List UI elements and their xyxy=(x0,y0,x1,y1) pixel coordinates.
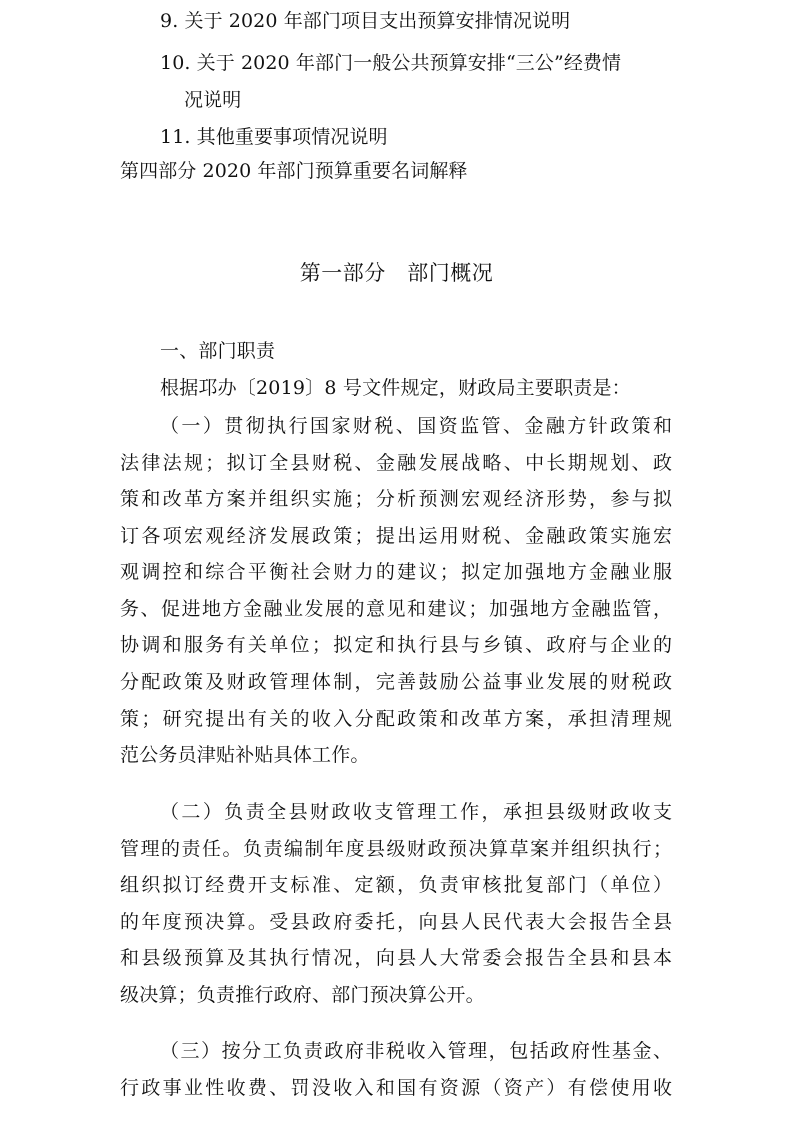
toc-item-9[interactable]: 9. 关于 2020 年部门项目支出预算安排情况说明 xyxy=(160,10,571,32)
duty-1-line: （一）贯彻执行国家财税、国资监管、金融方针政策和 xyxy=(160,415,672,437)
duty-1-line: 务、促进地方金融业发展的意见和建议；加强地方金融监管， xyxy=(120,598,672,620)
duty-2-line: 的年度预决算。受县政府委托，向县人民代表大会报告全县 xyxy=(120,911,672,933)
duties-intro: 根据邛办〔2019〕8 号文件规定，财政局主要职责是： xyxy=(160,377,631,399)
section-1-title: 一、部门职责 xyxy=(160,340,276,362)
duty-1-line: 范公务员津贴补贴具体工作。 xyxy=(120,744,370,766)
duty-1-line: 策和改革方案并组织实施；分析预测宏观经济形势，参与拟 xyxy=(120,488,672,510)
duty-2-line: （二）负责全县财政收支管理工作，承担县级财政收支 xyxy=(160,801,672,823)
toc-item-11[interactable]: 11. 其他重要事项情况说明 xyxy=(160,126,388,148)
toc-item-10-continued[interactable]: 况说明 xyxy=(184,89,242,111)
duty-3-line: 行政事业性收费、罚没收入和国有资源（资产）有偿使用收 xyxy=(120,1077,672,1099)
duty-2-line: 组织拟订经费开支标准、定额，负责审核批复部门（单位） xyxy=(120,874,672,896)
duty-2-line: 级决算；负责推行政府、部门预决算公开。 xyxy=(120,984,485,1006)
duty-2-line: 和县级预算及其执行情况，向县人大常委会报告全县和县本 xyxy=(120,947,672,969)
duty-1-line: 分配政策及财政管理体制，完善鼓励公益事业发展的财税政 xyxy=(120,671,672,693)
duty-1-line: 法律法规；拟订全县财税、金融发展战略、中长期规划、政 xyxy=(120,452,672,474)
duty-1-line: 协调和服务有关单位；拟定和执行县与乡镇、政府与企业的 xyxy=(120,634,672,656)
duty-1-line: 观调控和综合平衡社会财力的建议；拟定加强地方金融业服 xyxy=(120,561,672,583)
duty-2-line: 管理的责任。负责编制年度县级财政预决算草案并组织执行； xyxy=(120,838,672,860)
part-1-title: 第一部分 部门概况 xyxy=(299,261,494,285)
toc-item-10[interactable]: 10. 关于 2020 年部门一般公共预算安排“三公”经费情 xyxy=(160,52,622,74)
toc-part-4[interactable]: 第四部分 2020 年部门预算重要名词解释 xyxy=(120,160,468,182)
duty-1-line: 订各项宏观经济发展政策；提出运用财税、金融政策实施宏 xyxy=(120,525,672,547)
duty-1-line: 策；研究提出有关的收入分配政策和改革方案，承担清理规 xyxy=(120,708,672,730)
duty-3-line: （三）按分工负责政府非税收入管理，包括政府性基金、 xyxy=(160,1040,672,1062)
